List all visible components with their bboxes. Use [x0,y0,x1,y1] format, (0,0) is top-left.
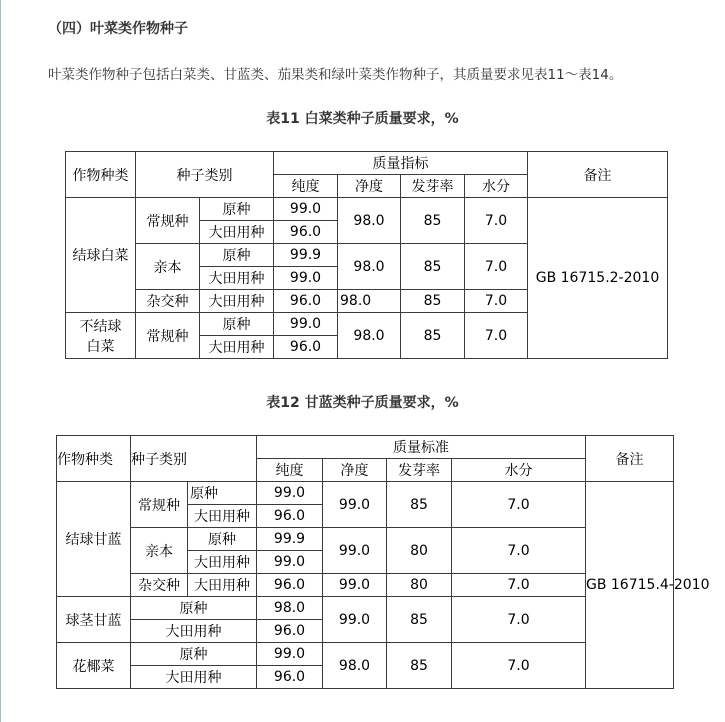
table12-moisture-cell: 7.0 [452,597,586,643]
table12-purity-cell: 96.0 [257,505,323,528]
table11-crop-line1: 不结球 [79,318,122,335]
table11-purity-cell: 99.0 [274,267,338,290]
table11-purity-cell: 99.0 [274,313,338,336]
table12-category-cell: 常规种 [131,482,188,528]
table11-header-moisture: 水分 [465,175,528,198]
table12-header-crop: 作物种类 [57,436,131,482]
table11-moisture-cell: 7.0 [465,290,528,313]
table12-grade-cell: 大田用种 [131,666,257,689]
table11-header-purity: 纯度 [274,175,338,198]
table12-purity-cell: 98.0 [257,597,323,620]
table12-cleanliness-cell: 99.0 [323,574,387,597]
table12-crop-cell: 结球甘蓝 [57,482,131,597]
table12-moisture-cell: 7.0 [452,574,586,597]
table11-germination-cell: 85 [401,198,465,244]
table11-purity-cell: 99.0 [274,198,338,221]
table12-header-moisture: 水分 [452,459,586,482]
table11-category-cell: 杂交种 [136,290,200,313]
table11-header-quality: 质量指标 [274,152,528,175]
table12-header-purity: 纯度 [257,459,323,482]
table-row [57,643,674,666]
table11-grade-cell: 大田用种 [200,221,274,244]
table11-category-cell: 常规种 [136,198,200,244]
table11-remark-cell: GB 16715.2-2010 [528,198,668,359]
table11-purity-cell: 99.9 [274,244,338,267]
table12-purity-cell: 96.0 [257,574,323,597]
table12-header-category: 种子类别 [131,436,257,482]
table12-remark-cell: GB 16715.4-2010 [586,482,674,689]
table11-crop-line2: 白菜 [86,338,115,355]
table11-header-cleanliness: 净度 [338,175,401,198]
table-row [66,198,668,221]
table11-moisture-cell: 7.0 [465,198,528,244]
table12-moisture-cell: 7.0 [452,643,586,689]
table11-category-cell: 常规种 [136,313,200,359]
table12 [56,435,710,689]
table12-grade-cell: 原种 [131,597,257,620]
table11-germination-cell: 85 [401,290,465,313]
table12-crop-cell: 花椰菜 [57,643,131,689]
table12-germination-cell: 80 [387,528,452,574]
table11-grade-cell: 原种 [200,313,274,336]
table11 [65,151,668,359]
table12-caption: 表12 甘蓝类种子质量要求，% [266,395,459,411]
table11-grade-cell: 大田用种 [200,267,274,290]
table11-header-remarks: 备注 [528,152,668,198]
table12-purity-cell: 99.9 [257,528,323,551]
table-row [57,482,674,505]
table11-cleanliness-cell: 98.0 [338,313,401,359]
table11-grade-cell: 原种 [200,244,274,267]
table11-crop-cell: 结球白菜 [66,198,136,313]
table12-grade-cell: 大田用种 [188,505,257,528]
table12-germination-cell: 85 [387,597,452,643]
table12-cleanliness-cell: 99.0 [323,597,387,643]
table11-purity-cell: 96.0 [274,336,338,359]
table12-purity-cell: 99.0 [257,482,323,505]
table12-germination-cell: 85 [387,482,452,528]
table12-header-germination: 发芽率 [387,459,452,482]
table11-grade-cell: 大田用种 [200,290,274,313]
table12-moisture-cell: 7.0 [452,482,586,528]
table12-header-row [57,436,674,459]
table12-cleanliness-cell: 99.0 [323,528,387,574]
table12-purity-cell: 96.0 [257,666,323,689]
table12-cleanliness-cell: 98.0 [323,643,387,689]
table-row [57,528,674,551]
table12-grade-cell: 大田用种 [131,620,257,643]
table12-moisture-cell: 7.0 [452,528,586,574]
table11-moisture-cell: 7.0 [465,313,528,359]
intro-paragraph: 叶菜类作物种子包括白菜类、甘蓝类、茄果类和绿叶菜类作物种子，其质量要求见表11～表14。 [48,67,623,83]
table11-header-germination: 发芽率 [401,175,465,198]
table12-header-quality: 质量标准 [257,436,586,459]
table11-header-row [66,152,668,175]
table11-cleanliness-cell: 98.0 [338,198,401,244]
table12-header-remarks: 备注 [586,436,674,482]
section-heading: （四）叶菜类作物种子 [48,21,188,37]
table11-purity-cell: 96.0 [274,290,338,313]
table12-cleanliness-cell: 99.0 [323,482,387,528]
table11-grade-cell: 大田用种 [200,336,274,359]
table11-cleanliness-cell: 98.0 [338,290,401,313]
table12-grade-cell: 原种 [131,643,257,666]
table12-header-cleanliness: 净度 [323,459,387,482]
table11-caption: 表11 白菜类种子质量要求，% [266,111,459,127]
table11-germination-cell: 85 [401,313,465,359]
table-row [57,574,674,597]
table12-purity-cell: 96.0 [257,620,323,643]
table12-category-cell: 亲本 [131,528,188,574]
table12-germination-cell: 80 [387,574,452,597]
table11-cleanliness-cell: 98.0 [338,244,401,290]
table12-category-cell: 杂交种 [131,574,188,597]
table11-purity-cell: 96.0 [274,221,338,244]
table12-purity-cell: 99.0 [257,551,323,574]
table11-germination-cell: 85 [401,244,465,290]
table12-crop-cell: 球茎甘蓝 [57,597,131,643]
table12-germination-cell: 85 [387,643,452,689]
table11-moisture-cell: 7.0 [465,244,528,290]
table11-grade-cell: 原种 [200,198,274,221]
table12-grade-cell: 原种 [188,528,257,551]
table11-header-category: 种子类别 [136,152,274,198]
table12-grade-cell: 大田用种 [188,551,257,574]
table11-header-crop: 作物种类 [66,152,136,198]
table11-crop-cell [66,313,136,359]
table12-grade-cell: 原种 [188,482,257,505]
table12-grade-cell: 大田用种 [188,574,257,597]
table11-category-cell: 亲本 [136,244,200,290]
table-row [57,597,674,620]
table12-purity-cell: 99.0 [257,643,323,666]
